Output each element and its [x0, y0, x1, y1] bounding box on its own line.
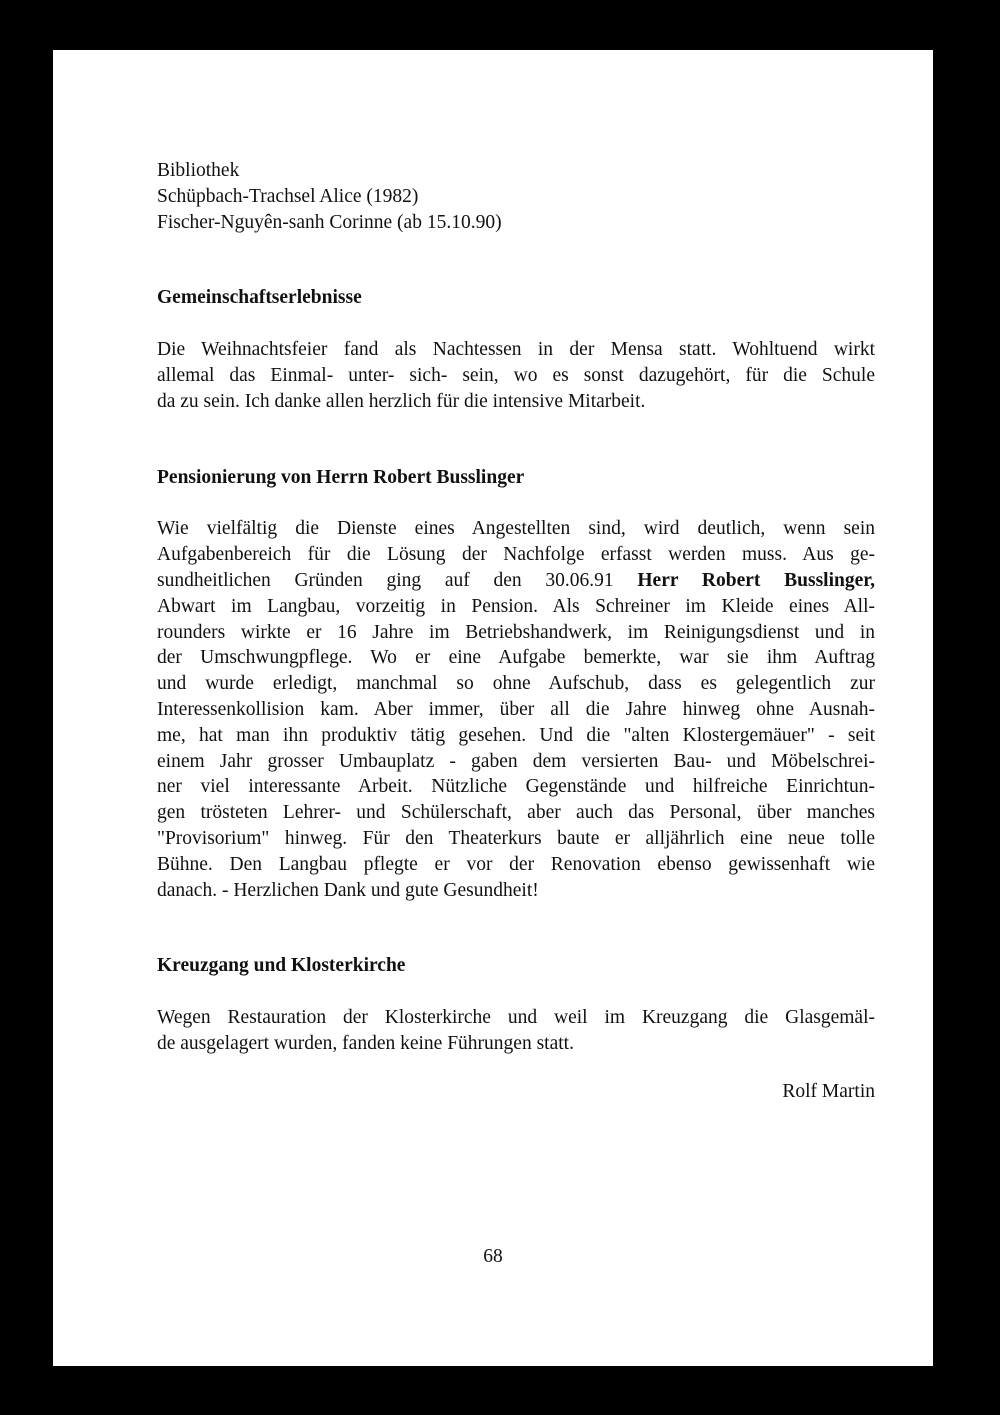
paragraph-pensionierung [157, 516, 875, 903]
heading-gemeinschaftserlebnisse: Gemeinschaftserlebnisse [157, 287, 362, 309]
paragraph-line: Abwart im Langbau, vorzeitig in Pension. Als Schreiner im Kleide eines All- [157, 595, 875, 617]
paragraph-line: Wegen Restauration der Klosterkirche und weil im Kreuzgang die Glasgemäl- [157, 1007, 875, 1029]
paragraph-line-text: sundheitlichen Gründen ging auf den 30.06.91 [157, 569, 614, 591]
paragraph-line: da zu sein. Ich danke allen herzlich für die intensive Mitarbeit. [157, 390, 646, 412]
library-title: Bibliothek [157, 160, 240, 181]
paragraph-line: Interessenkollision kam. Aber immer, über all die Jahre hinweg ohne Ausnah- [157, 698, 875, 720]
paragraph-line: danach. - Herzlichen Dank und gute Gesundheit! [157, 879, 539, 901]
paragraph-line: ner viel interessante Arbeit. Nützliche Gegenstände und hilfreiche Einrichtun- [157, 776, 875, 798]
paragraph-line-with-name [157, 568, 875, 594]
paragraph-line: rounders wirkte er 16 Jahre im Betriebshandwerk, im Reinigungsdienst und in [157, 621, 875, 643]
signature: Rolf Martin [782, 1080, 875, 1102]
library-block [157, 158, 875, 235]
busslinger-name: Herr Robert Busslinger, [637, 569, 875, 591]
paragraph-kreuzgang [157, 1005, 875, 1057]
document-page [53, 50, 933, 1366]
heading-pensionierung: Pensionierung von Herrn Robert Busslinger [157, 466, 525, 488]
heading-kreuzgang: Kreuzgang und Klosterkirche [157, 955, 406, 977]
page-content [157, 158, 875, 1105]
paragraph-line: gen trösteten Lehrer- und Schülerschaft, aber auch das Personal, über manches [157, 802, 875, 824]
paragraph-line: de ausgelagert wurden, fanden keine Führungen statt. [157, 1032, 574, 1054]
paragraph-gemeinschaftserlebnisse [157, 337, 875, 414]
paragraph-line: me, hat man ihn produktiv tätig gesehen. Und die "alten Klostergemäuer" - seit [157, 724, 875, 746]
page-number: 68 [483, 1246, 503, 1267]
library-staff-1: Schüpbach-Trachsel Alice (1982) [157, 185, 419, 207]
paragraph-line: Bühne. Den Langbau pflegte er vor der Renovation ebenso gewissenhaft wie [157, 853, 875, 875]
library-staff-2: Fischer-Nguyên-sanh Corinne (ab 15.10.90) [157, 211, 502, 233]
paragraph-line: und wurde erledigt, manchmal so ohne Aufschub, dass es gelegentlich zur [157, 673, 875, 695]
paragraph-line: der Umschwungpflege. Wo er eine Aufgabe bemerkte, war sie ihm Auftrag [157, 647, 875, 669]
paragraph-line: Die Weihnachtsfeier fand als Nachtessen in der Mensa statt. Wohltuend wirkt [157, 339, 875, 361]
paragraph-line: Wie vielfältig die Dienste eines Angestellten sind, wird deutlich, wenn sein [157, 518, 875, 540]
paragraph-line: "Provisorium" hinweg. Für den Theaterkurs baute er alljährlich eine neue tolle [157, 827, 875, 849]
paragraph-line: Aufgabenbereich für die Lösung der Nachfolge erfasst werden muss. Aus ge- [157, 544, 875, 566]
paragraph-line: einem Jahr grosser Umbauplatz - gaben dem versierten Bau- und Möbelschrei- [157, 750, 875, 772]
paragraph-line: allemal das Einmal- unter- sich- sein, wo es sonst dazugehört, für die Schule [157, 364, 875, 386]
